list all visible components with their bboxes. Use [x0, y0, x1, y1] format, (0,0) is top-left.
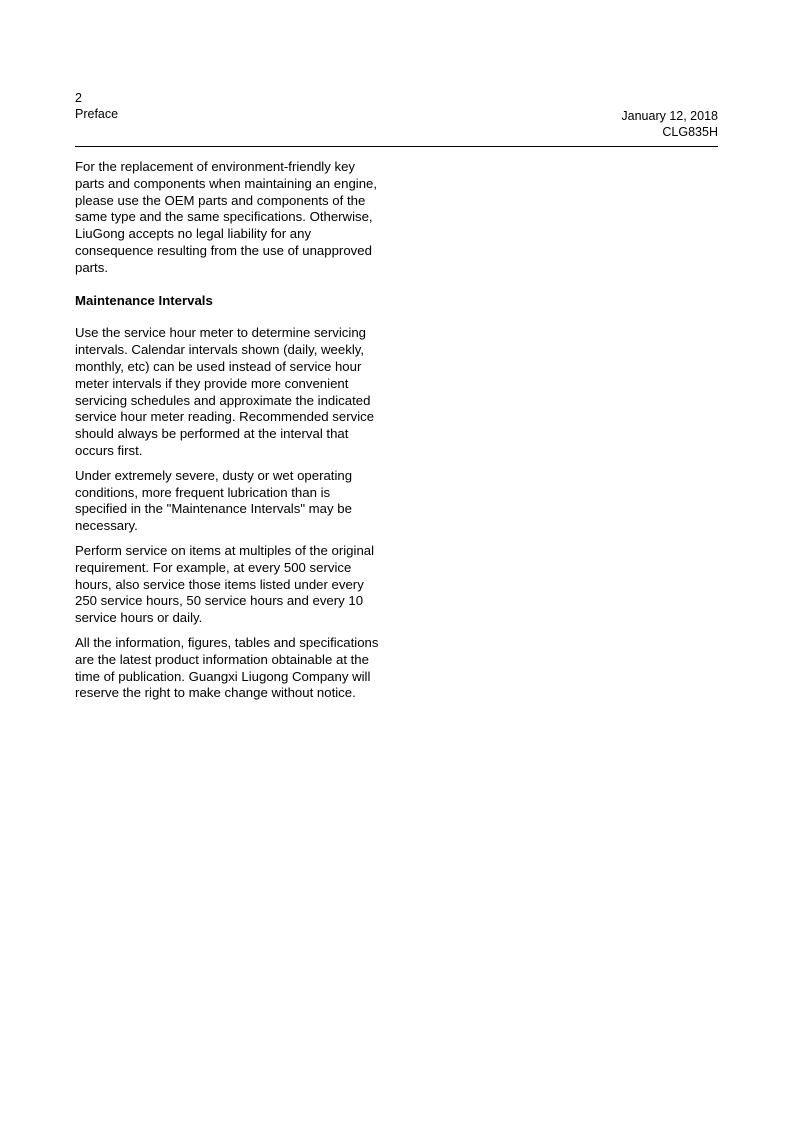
section-title: Preface	[75, 107, 119, 121]
main-content	[75, 159, 380, 710]
maintenance-intervals-heading: Maintenance Intervals	[75, 292, 213, 308]
paragraph-service-multiples: Perform service on items at multiples of the original requirement. For example, at every 500 service hours, also service those items listed under every 250 service hours, 50 service hours and every 10 service hours or daily.	[75, 542, 375, 626]
header-meta	[621, 108, 718, 140]
paragraph-severe-conditions: Under extremely severe, dusty or wet operating conditions, more frequent lubrication than is specified in the "Maintenance Intervals" may be necessary.	[75, 467, 353, 534]
header-divider	[75, 146, 718, 147]
page-number: 2	[75, 91, 82, 105]
intro-paragraph: For the replacement of environment-friendly key parts and components when maintaining an engine, please use the OEM parts and components of the same type and the same specifications. Otherwise, LiuGong accepts no legal liability for any consequence resulting from the use of unapproved parts.	[75, 159, 378, 275]
paragraph-information-notice: All the information, figures, tables and specifications are the latest product information obtainable at the time of publication. Guangxi Liugong Company will reserve the right to make change without notice.	[75, 634, 379, 701]
model-number: CLG835H	[662, 125, 718, 139]
paragraph-service-hour-meter: Use the service hour meter to determine servicing intervals. Calendar intervals shown (daily, weekly, monthly, etc) can be used instead of service hour meter intervals if they provide more convenient servicing schedules and approximate the indicated service hour meter reading. Recommended service should always be performed at the interval that occurs first.	[75, 325, 375, 458]
document-date: January 12, 2018	[621, 109, 718, 123]
